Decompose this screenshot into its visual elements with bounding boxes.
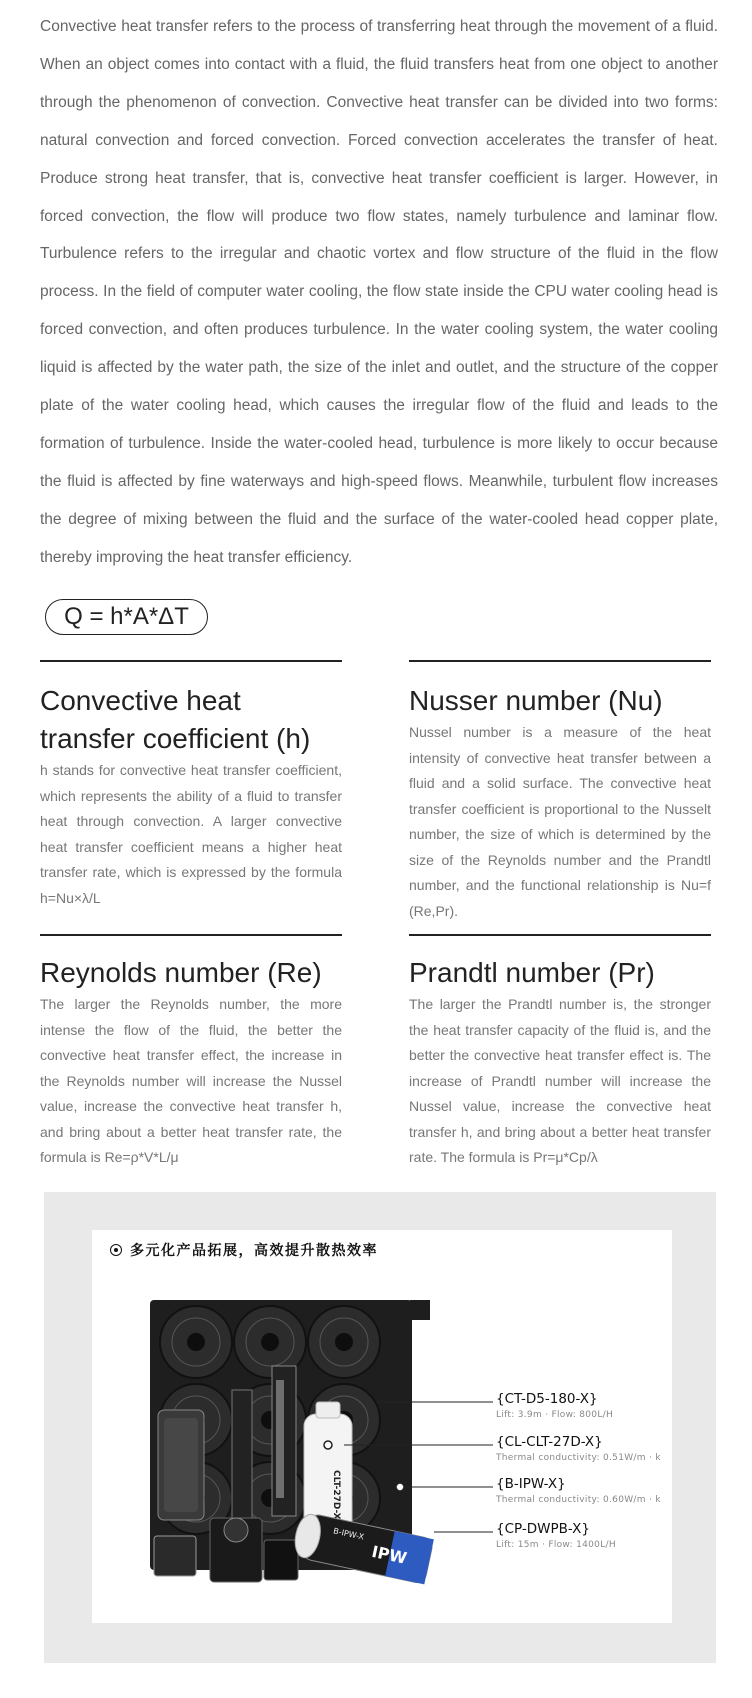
card-title: Nusser number (Nu) <box>409 685 663 716</box>
bottle-label-2: IPW <box>370 1541 409 1568</box>
product-panel <box>44 1192 716 1663</box>
divider <box>409 934 711 936</box>
divider <box>409 660 711 662</box>
spec-detail: Thermal conductivity: 0.60W/m · k <box>496 1495 661 1505</box>
card-nusselt-number <box>409 660 711 924</box>
bottle-label-1: CLT-27D-X <box>331 1470 341 1520</box>
intro-paragraph: Convective heat transfer refers to the process of transferring heat through the movement of a fluid. When an object comes into contact with a fluid, the fluid transfers heat from one object to another through the phenomenon of convection. Convective heat transfer can be divided into two forms: natural convection and forced convection. Forced convection accelerates the transfer of heat. Produce strong heat transfer, that is, convective heat transfer coefficient is larger. However, in forced convection, the flow will produce two flow states, namely turbulence and laminar flow. Turbulence refers to the irregular and chaotic vortex and flow structure of the fluid in the flow process. In the field of computer water cooling, the flow state inside the CPU water cooling head is forced convection, and often produces turbulence. In the water cooling system, the water cooling liquid is affected by the water path, the size of the inlet and outlet, and the structure of the copper plate of the water cooling head, which causes the irregular flow of the fluid and leads to the formation of turbulence. Inside the water-cooled head, turbulence is more likely to occur because the fluid is affected by fine waterways and high-speed flows. Meanwhile, turbulent flow increases the degree of mixing between the fluid and the surface of the water-cooled head copper plate, thereby improving the heat transfer efficiency. <box>40 18 718 566</box>
card-body: h stands for convective heat transfer coefficient, which represents the ability of a fluid to transfer heat through convection. A larger convective heat transfer coefficient means a higher heat transfer rate, which is expressed by the formula h=Nu×λ/L <box>40 762 342 906</box>
product-image <box>148 1290 493 1600</box>
card-title: Reynolds number (Re) <box>40 957 322 988</box>
divider <box>40 934 342 936</box>
spec-name: {B-IPW-X} <box>496 1476 566 1492</box>
card-body: The larger the Reynolds number, the more intense the flow of the fluid, the better the convective heat transfer effect, the increase in the Reynolds number will increase the Nussel value, increase the convective heat transfer h, and bring about a better heat transfer rate, the formula is Re=ρ*V*L/μ <box>40 996 342 1165</box>
card-body: The larger the Prandtl number is, the stronger the heat transfer capacity of the fluid is, and the better the convective heat transfer effect is. The increase of Prandtl number will increase the Nussel value, increase the convective heat transfer h, and bring about a better heat transfer rate. The formula is Pr=μ*Cp/λ <box>409 996 711 1165</box>
product-card-title <box>110 1240 378 1260</box>
spec-item <box>496 1475 661 1507</box>
card-title: Convective heat transfer coefficient (h) <box>40 685 311 754</box>
spec-name: {CL-CLT-27D-X} <box>496 1434 603 1450</box>
card-reynolds-number <box>40 934 342 1171</box>
product-card <box>92 1230 672 1623</box>
bottle-label-3: B-IPW-X <box>332 1526 365 1542</box>
card-prandtl-number <box>409 934 711 1171</box>
spec-detail: Thermal conductivity: 0.51W/m · k <box>496 1453 661 1463</box>
card-body: Nussel number is a measure of the heat intensity of convective heat transfer between a fluid and a solid surface. The convective heat transfer coefficient is proportional to the Nusselt number, the size of which is determined by the size of the Reynolds number and the Prandtl number, and the functional relationship is Nu=f (Re,Pr). <box>409 724 711 919</box>
spec-item <box>496 1520 616 1552</box>
divider <box>40 660 342 662</box>
card-heat-transfer-coefficient <box>40 660 342 911</box>
spec-name: {CP-DWPB-X} <box>496 1521 590 1537</box>
spec-detail: Lift: 3.9m · Flow: 800L/H <box>496 1410 614 1420</box>
heat-transfer-formula: Q = h*A*ΔT <box>45 599 208 635</box>
spec-item <box>496 1433 661 1465</box>
spec-detail: Lift: 15m · Flow: 1400L/H <box>496 1540 616 1550</box>
bullet-circle-icon <box>110 1244 122 1256</box>
card-title: Prandtl number (Pr) <box>409 957 655 988</box>
spec-item <box>496 1390 613 1422</box>
spec-name: {CT-D5-180-X} <box>496 1391 598 1407</box>
product-card-title-text: 多元化产品拓展，高效提升散热效率 <box>130 1243 378 1259</box>
